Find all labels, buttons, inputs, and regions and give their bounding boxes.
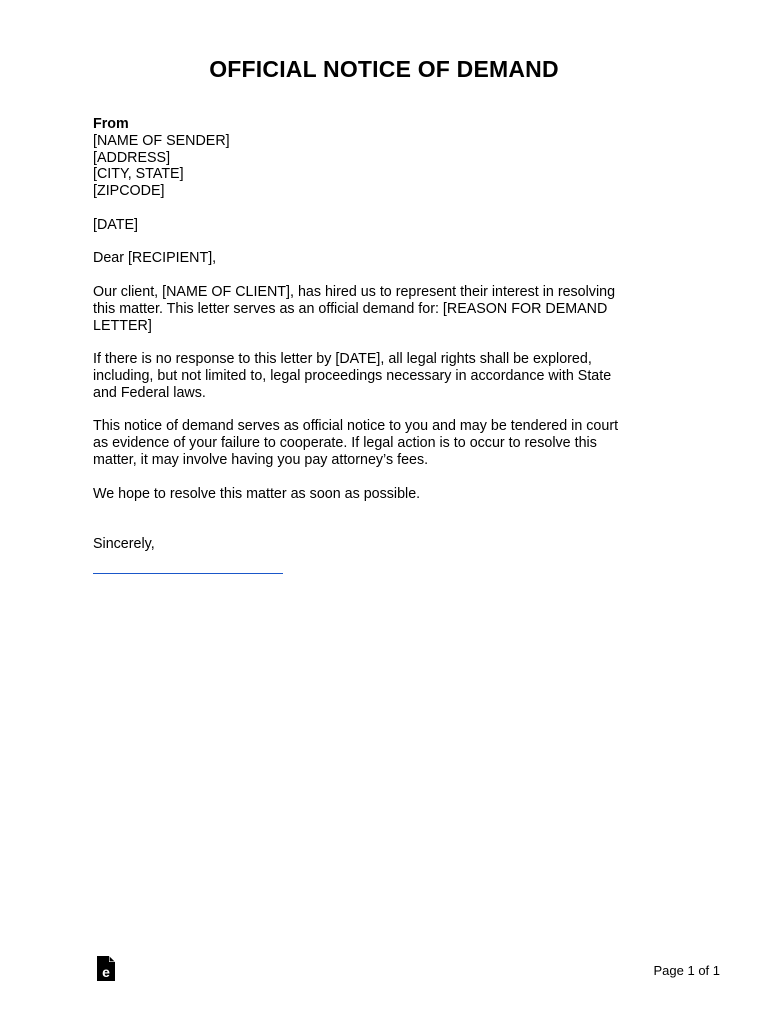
sender-address: [ADDRESS] [93, 149, 171, 166]
signature-line[interactable] [93, 573, 283, 574]
paragraph-3 [93, 418, 673, 468]
paragraph-line: including, but not limited to, legal proceedings necessary in accordance with State [93, 367, 612, 384]
paragraph-line: This notice of demand serves as official notice to you and may be tendered in court [93, 418, 619, 435]
sender-zipcode: [ZIPCODE] [93, 183, 165, 200]
letter-date: [DATE] [93, 216, 139, 233]
paragraph-line: If there is no response to this letter by [DATE], all legal rights shall be explored, [93, 351, 592, 368]
svg-text:e: e [102, 964, 110, 980]
sender-name: [NAME OF SENDER] [93, 132, 230, 149]
paragraph-2 [93, 351, 673, 401]
paragraph-1 [93, 284, 673, 334]
sender-block [93, 116, 673, 200]
page-number: Page 1 of 1 [653, 963, 720, 978]
paragraph-line: as evidence of your failure to cooperate. If legal action is to occur to resolve this [93, 435, 597, 452]
sender-heading: From [93, 116, 129, 132]
paragraph-line: this matter. This letter serves as an official demand for: [REASON FOR DEMAND [93, 300, 608, 317]
paragraph-line: LETTER] [93, 317, 152, 334]
paragraph-4: We hope to resolve this matter as soon as possible. [93, 485, 421, 502]
closing: Sincerely, [93, 535, 155, 552]
paragraph-line: matter, it may involve having you pay attorney’s fees. [93, 451, 429, 468]
eforms-logo-icon [96, 955, 116, 982]
paragraph-line: Our client, [NAME OF CLIENT], has hired us to represent their interest in resolving [93, 283, 616, 300]
document-title: OFFICIAL NOTICE OF DEMAND [209, 56, 559, 82]
letter-body [93, 116, 673, 574]
salutation: Dear [RECIPIENT], [93, 250, 217, 267]
paragraph-line: and Federal laws. [93, 384, 206, 401]
sender-city-state: [CITY, STATE] [93, 166, 184, 183]
